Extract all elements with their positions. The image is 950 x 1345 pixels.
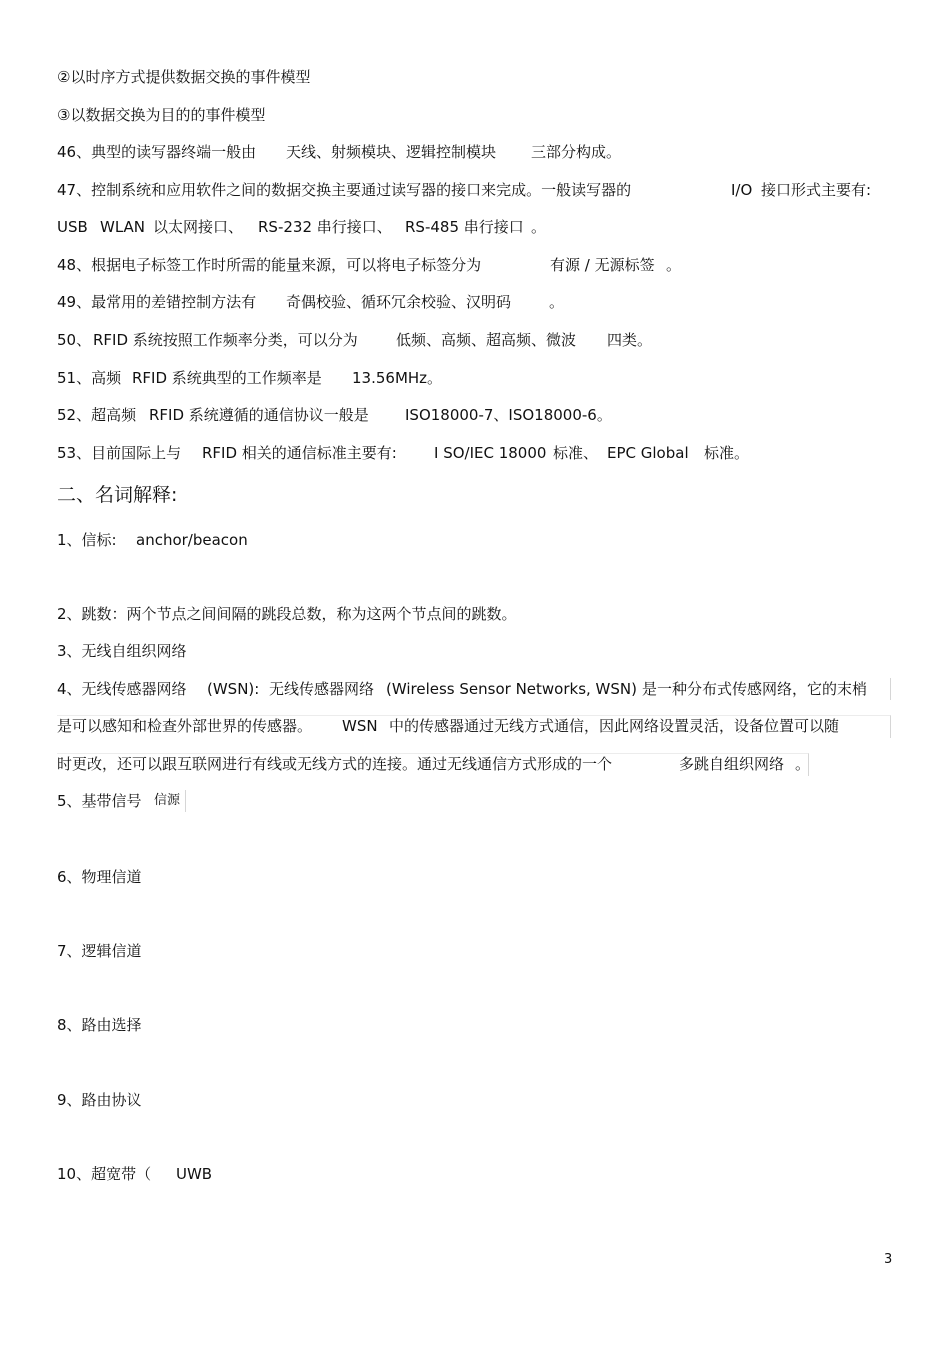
answer-text: I SO/IEC 18000 [434,444,547,462]
term-text: 无线传感器网络 [269,680,375,698]
line-text: 三部分构成。 [531,143,622,161]
line-text: 47、控制系统和应用软件之间的数据交换主要通过读写器的接口来完成。一般读写器的 [57,181,632,199]
line-text: 46、典型的读写器终端一般由 [57,143,257,161]
answer-text: 低频、高频、超高频、微波 [396,331,577,349]
line-model-2 [57,67,310,87]
line-text: 标准。 [704,444,750,462]
term-text: 多跳自组织网络 [679,755,785,773]
line-text: RFID 系统按照工作频率分类，可以分为 [93,331,358,349]
line-text: ②以时序方式提供数据交换的事件模型 [57,68,311,86]
term-text: 是一种分布式传感网络，它的末梢 [642,680,868,698]
term-6 [57,867,142,887]
line-text: 51、高频 [57,369,122,387]
line-text: 49、最常用的差错控制方法有 [57,293,257,311]
term-text: 2、跳数：两个节点之间间隔的跳段总数，称为这两个节点间的跳数。 [57,605,517,623]
term-8 [57,1015,142,1035]
page-number: 3 [884,1252,893,1267]
answer-text: 奇偶校验、循环冗余校验、汉明码 [286,293,512,311]
term-7 [57,941,142,961]
term-label: 10、超宽带（ [57,1165,152,1183]
line-text: 48、根据电子标签工作时所需的能量来源，可以将电子标签分为 [57,256,482,274]
answer-text: RS-232 串行接口、 [258,218,392,236]
answer-text: 13.56MHz。 [352,369,443,387]
term-label: 8、路由选择 [57,1016,142,1034]
term-text: 。 [795,755,811,773]
answer-text: EPC Global [607,444,689,462]
term-text: (WSN): [207,680,260,698]
term-text: 时更改，还可以跟互联网进行有线或无线方式的连接。通过无线通信方式形成的一个 [57,755,613,773]
term-text: anchor/beacon [136,531,248,549]
line-text: 。 [666,256,682,274]
answer-text: ISO18000-7、ISO18000-6。 [405,406,612,424]
term-text: UWB [176,1165,213,1183]
line-text: 50、 [57,331,92,349]
answer-text: WLAN [100,218,146,236]
term-label: 7、逻辑信道 [57,942,142,960]
term-3 [57,641,187,661]
section-heading [57,483,177,507]
term-label: 6、物理信道 [57,868,142,886]
line-text: RFID 系统典型的工作频率是 [132,369,322,387]
term-2 [57,604,517,624]
answer-text: 天线、射频模块、逻辑控制模块 [286,143,497,161]
line-text: 53、目前国际上与 [57,444,182,462]
term-label: 5、基带信号 [57,792,142,810]
line-text: ③以数据交换为目的的事件模型 [57,106,266,124]
line-text: 52、超高频 [57,406,137,424]
line-text: 。 [531,218,547,236]
line-text: 。 [549,293,565,311]
line-text: 标准、 [553,444,599,462]
term-9 [57,1090,142,1110]
term-text: (Wireless Sensor Networks, WSN) [386,680,637,698]
term-text: 中的传感器通过无线方式通信，因此网络设置灵活，设备位置可以随 [389,717,840,735]
term-label: 4、无线传感器网络 [57,680,187,698]
term-text: 信源 [154,793,181,808]
term-text: WSN [342,717,378,735]
answer-text: USB [57,218,88,236]
section-title: 二、名词解释: [57,484,178,506]
line-text: RFID 系统遵循的通信协议一般是 [149,406,369,424]
line-model-3 [57,105,265,125]
line-text: RFID 相关的通信标准主要有: [202,444,397,462]
answer-text: I/O [731,181,753,199]
line-text: 四类。 [607,331,653,349]
term-label: 9、路由协议 [57,1091,142,1109]
term-label: 3、无线自组织网络 [57,642,187,660]
term-label: 1、信标: [57,531,117,549]
answer-text: 有源 / 无源标签 [550,256,655,274]
line-text: 接口形式主要有: [761,181,872,199]
term-text: 是可以感知和检查外部世界的传感器。 [57,717,313,735]
answer-text: 以太网接口、 [153,218,244,236]
answer-text: RS-485 串行接口 [405,218,524,236]
